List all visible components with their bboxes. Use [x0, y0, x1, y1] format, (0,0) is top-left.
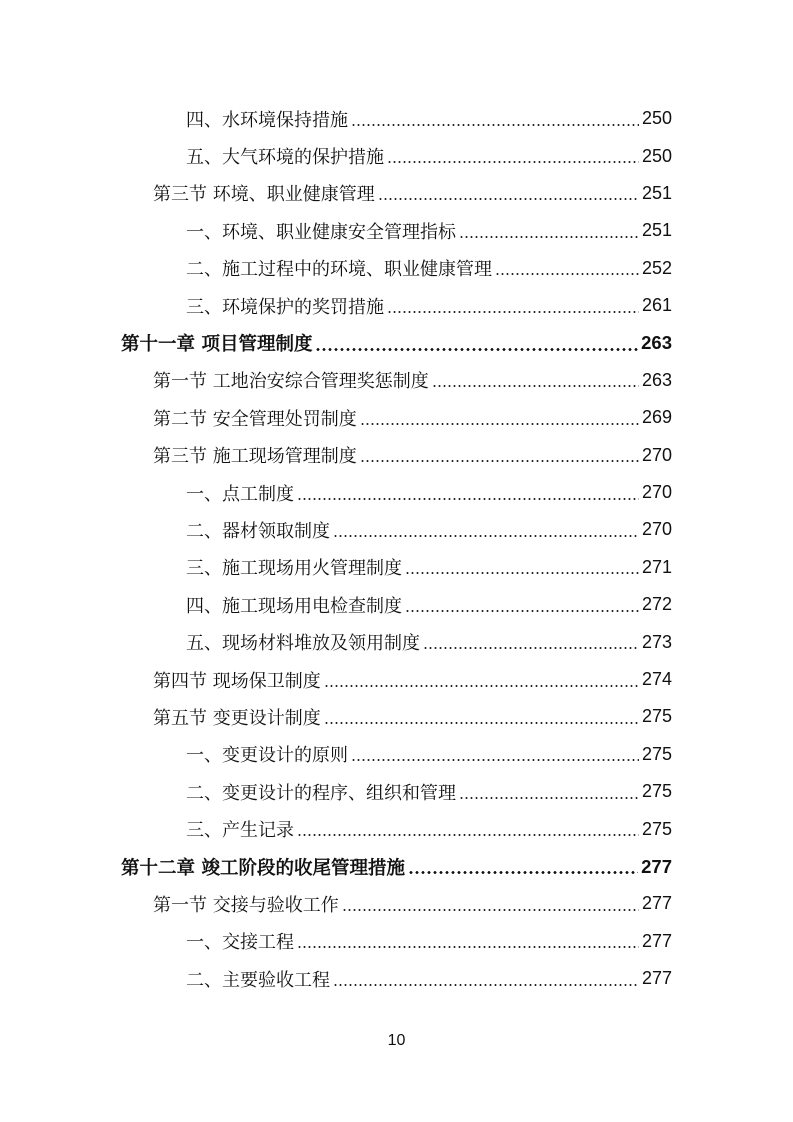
- table-of-contents: [0, 100, 793, 997]
- toc-entry-title: 二、器材领取制度: [186, 520, 330, 542]
- toc-section-entry[interactable]: [0, 175, 793, 212]
- toc-dot-leader: [423, 647, 639, 649]
- toc-entry-title: 第十二章 竣工阶段的收尾管理措施: [121, 857, 405, 879]
- toc-dot-leader: [378, 198, 639, 200]
- toc-dot-leader: [405, 610, 639, 612]
- toc-dot-leader: [360, 423, 639, 425]
- toc-section-entry[interactable]: [0, 885, 793, 922]
- toc-dot-leader: [333, 984, 639, 986]
- toc-subsection-entry[interactable]: [0, 212, 793, 249]
- page-number: 10: [387, 1032, 406, 1049]
- toc-entry-page: 251: [641, 220, 672, 241]
- toc-dot-leader: [387, 311, 639, 313]
- toc-entry-title: 一、交接工程: [186, 932, 294, 954]
- toc-subsection-entry[interactable]: [0, 960, 793, 997]
- toc-entry-title: 第一节 交接与验收工作: [153, 894, 339, 916]
- toc-entry-title: 一、环境、职业健康安全管理指标: [186, 221, 456, 243]
- toc-dot-leader: [333, 535, 639, 537]
- toc-dot-leader: [297, 498, 639, 500]
- toc-chapter-entry[interactable]: [0, 848, 793, 885]
- toc-entry-title: 一、变更设计的原则: [186, 745, 348, 767]
- toc-entry-title: 四、施工现场用电检查制度: [186, 595, 402, 617]
- toc-subsection-entry[interactable]: [0, 100, 793, 137]
- toc-entry-page: 261: [641, 295, 672, 316]
- toc-entry-title: 一、点工制度: [186, 483, 294, 505]
- toc-dot-leader: [387, 161, 639, 163]
- toc-dot-leader: [351, 759, 639, 761]
- toc-entry-title: 四、水环境保持措施: [186, 109, 348, 131]
- toc-section-entry[interactable]: [0, 437, 793, 474]
- toc-entry-page: 275: [641, 818, 672, 839]
- toc-section-entry[interactable]: [0, 399, 793, 436]
- toc-entry-title: 三、产生记录: [186, 820, 294, 842]
- toc-entry-page: 277: [641, 855, 672, 877]
- toc-entry-title: 二、变更设计的程序、组织和管理: [186, 782, 456, 804]
- toc-subsection-entry[interactable]: [0, 549, 793, 586]
- toc-dot-leader: [432, 385, 639, 387]
- toc-subsection-entry[interactable]: [0, 810, 793, 847]
- toc-entry-page: 273: [641, 631, 672, 652]
- toc-subsection-entry[interactable]: [0, 773, 793, 810]
- toc-dot-leader: [324, 685, 639, 687]
- toc-dot-leader: [351, 124, 639, 126]
- toc-entry-page: 274: [641, 669, 672, 690]
- toc-dot-leader: [459, 797, 639, 799]
- toc-entry-title: 第三节 施工现场管理制度: [153, 446, 357, 468]
- toc-entry-title: 五、大气环境的保护措施: [186, 147, 384, 169]
- toc-entry-page: 271: [641, 556, 672, 577]
- toc-dot-leader: [495, 273, 639, 275]
- toc-subsection-entry[interactable]: [0, 511, 793, 548]
- toc-subsection-entry[interactable]: [0, 137, 793, 174]
- toc-section-entry[interactable]: [0, 661, 793, 698]
- toc-entry-title: 三、施工现场用火管理制度: [186, 558, 402, 580]
- toc-entry-title: 第五节 变更设计制度: [153, 707, 321, 729]
- toc-subsection-entry[interactable]: [0, 474, 793, 511]
- toc-dot-leader: [297, 946, 639, 948]
- toc-entry-page: 252: [641, 257, 672, 278]
- toc-dot-leader: [360, 460, 639, 462]
- toc-entry-page: 250: [641, 108, 672, 129]
- toc-entry-page: 277: [641, 930, 672, 951]
- toc-subsection-entry[interactable]: [0, 250, 793, 287]
- toc-dot-leader: [315, 348, 638, 351]
- toc-subsection-entry[interactable]: [0, 923, 793, 960]
- toc-entry-page: 275: [641, 781, 672, 802]
- toc-entry-page: 263: [641, 332, 672, 354]
- toc-entry-page: 270: [641, 482, 672, 503]
- toc-entry-title: 第二节 安全管理处罚制度: [153, 408, 357, 430]
- toc-subsection-entry[interactable]: [0, 287, 793, 324]
- toc-entry-page: 272: [641, 594, 672, 615]
- toc-entry-page: 270: [641, 519, 672, 540]
- toc-entry-page: 270: [641, 444, 672, 465]
- toc-dot-leader: [459, 236, 639, 238]
- toc-entry-page: 275: [641, 743, 672, 764]
- toc-entry-page: 251: [641, 182, 672, 203]
- toc-entry-title: 二、主要验收工程: [186, 969, 330, 991]
- toc-entry-title: 第一节 工地治安综合管理奖惩制度: [153, 371, 429, 393]
- toc-entry-page: 250: [641, 145, 672, 166]
- toc-dot-leader: [297, 834, 639, 836]
- toc-dot-leader: [324, 722, 639, 724]
- toc-entry-page: 277: [641, 968, 672, 989]
- toc-entry-page: 269: [641, 407, 672, 428]
- toc-subsection-entry[interactable]: [0, 736, 793, 773]
- toc-entry-page: 263: [641, 369, 672, 390]
- toc-entry-page: 275: [641, 706, 672, 727]
- toc-entry-title: 三、环境保护的奖罚措施: [186, 296, 384, 318]
- toc-subsection-entry[interactable]: [0, 586, 793, 623]
- toc-entry-title: 第四节 现场保卫制度: [153, 670, 321, 692]
- toc-entry-title: 二、施工过程中的环境、职业健康管理: [186, 259, 492, 281]
- toc-entry-title: 五、现场材料堆放及领用制度: [186, 633, 420, 655]
- toc-chapter-entry[interactable]: [0, 324, 793, 361]
- toc-dot-leader: [405, 572, 639, 574]
- toc-entry-title: 第三节 环境、职业健康管理: [153, 184, 375, 206]
- toc-entry-page: 277: [641, 893, 672, 914]
- toc-dot-leader: [408, 871, 638, 874]
- toc-section-entry[interactable]: [0, 362, 793, 399]
- toc-entry-title: 第十一章 项目管理制度: [121, 334, 313, 356]
- toc-section-entry[interactable]: [0, 698, 793, 735]
- toc-dot-leader: [342, 909, 639, 911]
- toc-subsection-entry[interactable]: [0, 623, 793, 660]
